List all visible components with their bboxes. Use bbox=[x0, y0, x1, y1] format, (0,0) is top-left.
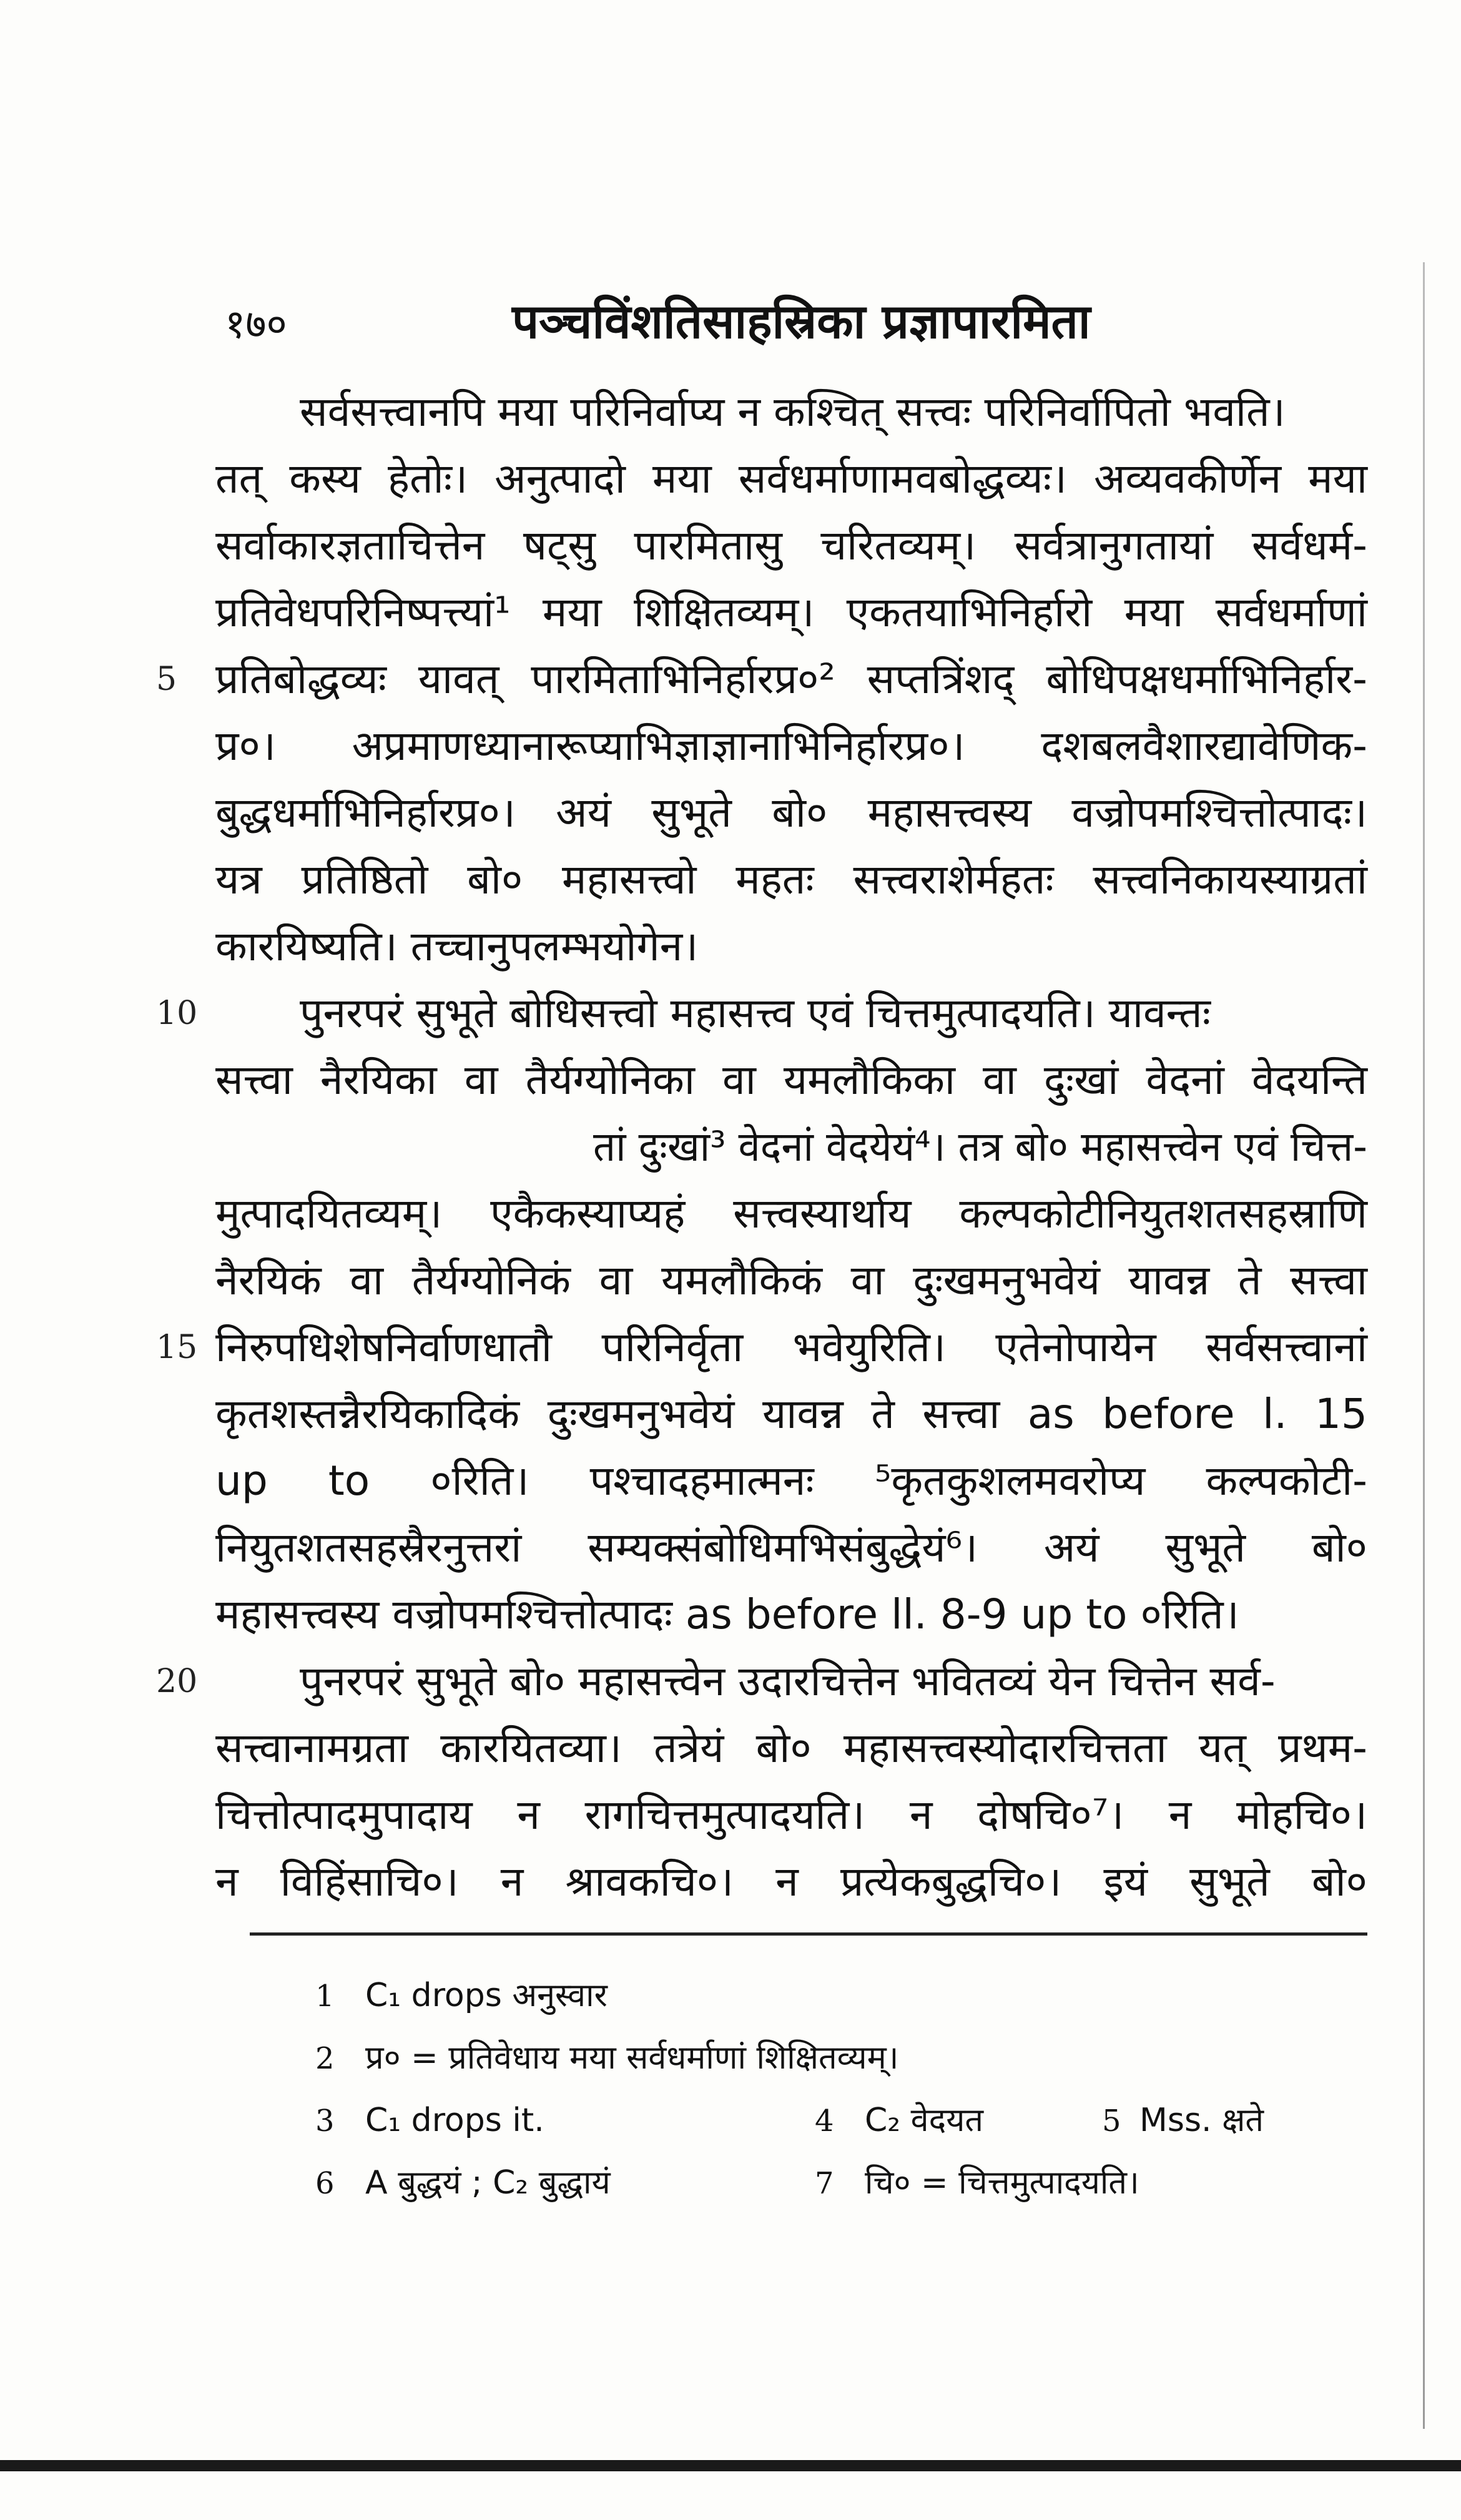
footnote-text: C₂ वेदयत bbox=[865, 2102, 984, 2139]
body-text bbox=[156, 381, 1367, 1917]
footnote-number: 4 bbox=[815, 2104, 834, 2139]
footnote-divider bbox=[250, 1932, 1367, 1936]
running-title: पञ्चविंशतिसाहस्रिका प्रज्ञापारमिता bbox=[512, 293, 1091, 349]
line-text: बुद्धधर्माभिनिर्हारप्र०। अयं सुभूते बो० महासत्त्वस्य वज्रोपमश्चित्तोत्पादः। bbox=[215, 789, 1367, 837]
line-text: मुत्पादयितव्यम्। एकैकस्याप्यहं सत्त्वस्यार्थाय कल्पकोटीनियुतशतसहस्राणि bbox=[215, 1189, 1367, 1238]
text-line bbox=[156, 1517, 1367, 1583]
text-line bbox=[156, 448, 1367, 514]
footnote bbox=[815, 2089, 983, 2152]
footnote-number: 5 bbox=[1102, 2104, 1121, 2139]
line-text: प्रतिबोद्धव्यः यावत् पारमिताभिनिर्हारप्र०² सप्तत्रिंशद् बोधिपक्षधर्माभिनिर्हार- bbox=[215, 655, 1367, 703]
line-text: सर्वसत्त्वानपि मया परिनिर्वाप्य न कश्चित् सत्त्वः परिनिर्वापितो भवति। bbox=[300, 388, 1286, 436]
text-line bbox=[156, 581, 1367, 648]
page-bottom-edge bbox=[0, 2460, 1461, 2471]
text-line bbox=[156, 1183, 1367, 1249]
text-line bbox=[156, 381, 1367, 448]
footnote-text: A बुद्धयं ; C₂ बुद्धायं bbox=[365, 2164, 611, 2202]
footnote bbox=[315, 2026, 898, 2090]
line-text: न विहिंसाचि०। न श्रावकचि०। न प्रत्येकबुद्धचि०। इयं सुभूते बो० bbox=[215, 1858, 1367, 1906]
text-line bbox=[156, 1116, 1367, 1183]
line-text: नियुतशतसहस्रैरनुत्तरां सम्यक्संबोधिमभिसंबुद्धेयं⁶। अयं सुभूते बो० bbox=[215, 1523, 1367, 1572]
line-text: महासत्त्वस्य वज्रोपमश्चित्तोत्पादः as before ll. 8-9 up to ०रिति। bbox=[215, 1590, 1239, 1638]
text-line bbox=[156, 648, 1367, 715]
footnote-text: C₁ drops it. bbox=[365, 2102, 544, 2139]
line-text: यत्र प्रतिष्ठितो बो० महासत्त्वो महतः सत्त्वराशेर्महतः सत्त्वनिकायस्याग्रतां bbox=[215, 855, 1367, 903]
line-number: 10 bbox=[156, 995, 198, 1032]
footnote-row bbox=[315, 2026, 1377, 2089]
line-text: नैरयिकं वा तैर्यग्योनिकं वा यमलौकिकं वा दुःखमनुभवेयं यावन्न ते सत्त्वा bbox=[215, 1256, 1367, 1304]
text-line bbox=[156, 1316, 1367, 1383]
footnote-number: 7 bbox=[815, 2166, 834, 2201]
footnote-text: Mss. क्षते bbox=[1139, 2102, 1264, 2139]
page-header bbox=[0, 284, 1461, 353]
line-number: 20 bbox=[156, 1663, 198, 1700]
line-text: सत्त्वा नैरयिका वा तैर्यग्योनिका वा यमलौकिका वा दुःखां वेदनां वेदयन्ति bbox=[215, 1056, 1367, 1104]
footnote-row bbox=[315, 2151, 1377, 2213]
line-number: 5 bbox=[156, 661, 177, 698]
footnote-number: 3 bbox=[315, 2104, 335, 2139]
footnote-number: 6 bbox=[315, 2166, 335, 2201]
text-line bbox=[156, 915, 1367, 982]
footnote-row bbox=[315, 2089, 1377, 2151]
line-number: 15 bbox=[156, 1329, 198, 1366]
line-text: सर्वाकारज्ञताचित्तेन षट्सु पारमितासु चरितव्यम्। सर्वत्रानुगतायां सर्वधर्म- bbox=[215, 521, 1367, 569]
footnotes bbox=[315, 1964, 1377, 2213]
text-line bbox=[156, 1249, 1367, 1316]
text-line bbox=[156, 1851, 1367, 1917]
text-line bbox=[156, 1450, 1367, 1517]
text-line bbox=[156, 1784, 1367, 1851]
line-text: प्र०। अप्रमाणध्यानारूप्याभिज्ञाज्ञानाभिनिर्हारप्र०। दशबलवैशारद्यावेणिक- bbox=[215, 722, 1367, 770]
line-text: कारयिष्यति। तच्चानुपलम्भयोगेन। bbox=[215, 922, 699, 970]
text-line bbox=[156, 1049, 1367, 1116]
page-edge-shadow bbox=[1423, 262, 1425, 2429]
line-text: तत् कस्य हेतोः। अनुत्पादो मया सर्वधर्माणामवबोद्धव्यः। अव्यवकीर्णेन मया bbox=[215, 455, 1367, 503]
text-line bbox=[156, 849, 1367, 915]
line-text: चित्तोत्पादमुपादाय न रागचित्तमुत्पादयति। न दोषचि०⁷। न मोहचि०। bbox=[215, 1791, 1367, 1839]
footnote bbox=[315, 2089, 544, 2152]
footnote-text: प्र० = प्रतिवेधाय मया सर्वधर्माणां शिक्षितव्यम्। bbox=[365, 2039, 899, 2077]
footnote-row bbox=[315, 1964, 1377, 2026]
text-line bbox=[156, 1583, 1367, 1650]
text-line bbox=[156, 1383, 1367, 1450]
footnote-text: C₁ drops अनुस्वार bbox=[365, 1977, 608, 2014]
footnote-number: 1 bbox=[315, 1979, 335, 2014]
footnote bbox=[1102, 2089, 1264, 2152]
footnote-number: 2 bbox=[315, 2041, 335, 2076]
line-text: पुनरपरं सुभूते बो० महासत्त्वेन उदारचित्तेन भवितव्यं येन चित्तेन सर्व- bbox=[300, 1657, 1276, 1705]
text-line bbox=[156, 982, 1367, 1049]
text-line bbox=[156, 514, 1367, 581]
line-text: सत्त्वानामग्रता कारयितव्या। तत्रेयं बो० महासत्त्वस्योदारचित्तता यत् प्रथम- bbox=[215, 1724, 1367, 1772]
text-line bbox=[156, 1717, 1367, 1784]
text-line bbox=[156, 1650, 1367, 1717]
line-text: कृतशस्तन्नैरयिकादिकं दुःखमनुभवेयं यावन्न ते सत्त्वा as before l. 15 bbox=[215, 1390, 1367, 1438]
text-line bbox=[156, 715, 1367, 782]
line-text: पुनरपरं सुभूते बोधिसत्त्वो महासत्त्व एवं चित्तमुत्पादयति। यावन्तः bbox=[300, 989, 1211, 1037]
text-line bbox=[156, 782, 1367, 849]
footnote bbox=[315, 1964, 608, 2027]
footnote bbox=[315, 2151, 611, 2215]
line-text: up to ०रिति। पश्चादहमात्मनः ⁵कृतकुशलमवरोप्य कल्पकोटी- bbox=[215, 1457, 1367, 1505]
footnote-text: चि० = चित्तमुत्पादयति। bbox=[865, 2164, 1139, 2202]
line-text: तां दुःखां³ वेदनां वेदयेयं⁴। तत्र बो० महासत्त्वेन एवं चित्त- bbox=[593, 1123, 1367, 1171]
page-number: १७० bbox=[225, 302, 287, 348]
line-text: निरुपधिशेषनिर्वाणधातौ परिनिर्वृता भवेयुरिति। एतेनोपायेन सर्वसत्त्वानां bbox=[215, 1323, 1367, 1371]
line-text: प्रतिवेधपरिनिष्पत्त्यां¹ मया शिक्षितव्यम्। एकतयाभिनिर्हारो मया सर्वधर्माणां bbox=[215, 588, 1367, 636]
footnote bbox=[815, 2151, 1139, 2215]
